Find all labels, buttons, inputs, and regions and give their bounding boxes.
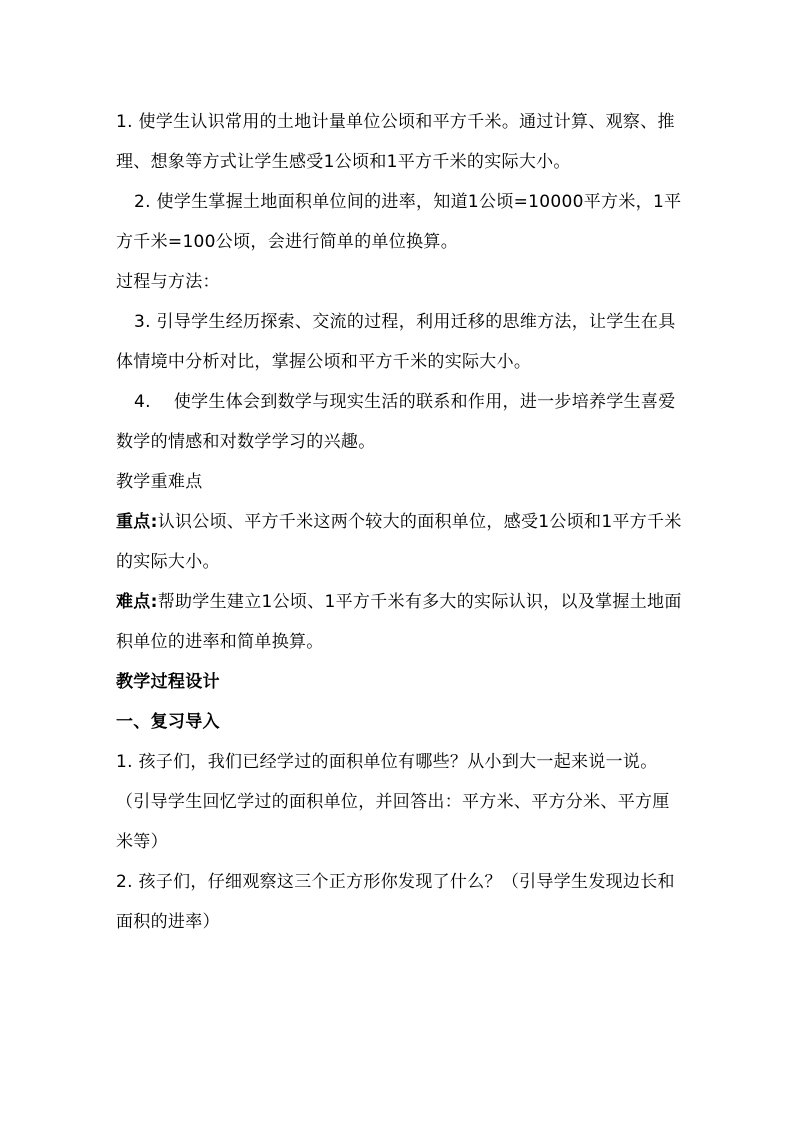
process-method-heading: 过程与方法： [116,272,220,292]
key-point-paragraph [116,502,682,582]
question-2: 2. 孩子们，仔细观察这三个正方形你发现了什么？（引导学生发现边长和面积的进率） [116,872,675,932]
question-1-note: （引导学生回忆学过的面积单位，并回答出：平方米、平方分米、平方厘米等） [116,792,670,852]
key-point-text: 认识公顷、平方千米这两个较大的面积单位，感受1公顷和1平方千米的实际大小。 [116,512,682,572]
objective-paragraph-2: 2. 使学生掌握土地面积单位间的进率，知道1公顷=10000平方米，1平方千米=100公顷，会进行简单的单位换算。 [116,192,682,252]
difficult-point-paragraph [116,582,682,662]
question-1: 1. 孩子们，我们已经学过的面积单位有哪些？从小到大一起来说一说。 [116,752,658,772]
objective-paragraph-1: 1. 使学生认识常用的土地计量单位公顷和平方千米。通过计算、观察、推理、想象等方式让学生感受1公顷和1平方千米的实际大小。 [116,112,675,172]
objective-paragraph-3: 3. 引导学生经历探索、交流的过程，利用迁移的思维方法，让学生在具体情境中分析对比，掌握公顷和平方千米的实际大小。 [116,312,676,372]
section-1-heading: 一、复习导入 [116,712,220,732]
difficult-point-text: 帮助学生建立1公顷、1平方千米有多大的实际认识，以及掌握土地面积单位的进率和简单换算。 [116,592,682,652]
key-difficult-heading: 教学重难点 [116,472,203,492]
key-point-label: 重点: [116,512,158,532]
difficult-point-label: 难点: [116,592,158,612]
objective-paragraph-4: 4. 使学生体会到数学与现实生活的联系和作用，进一步培养学生喜爱数学的情感和对数学学习的兴趣。 [116,392,676,452]
teaching-design-heading: 教学过程设计 [116,672,220,692]
document-body [116,102,682,942]
